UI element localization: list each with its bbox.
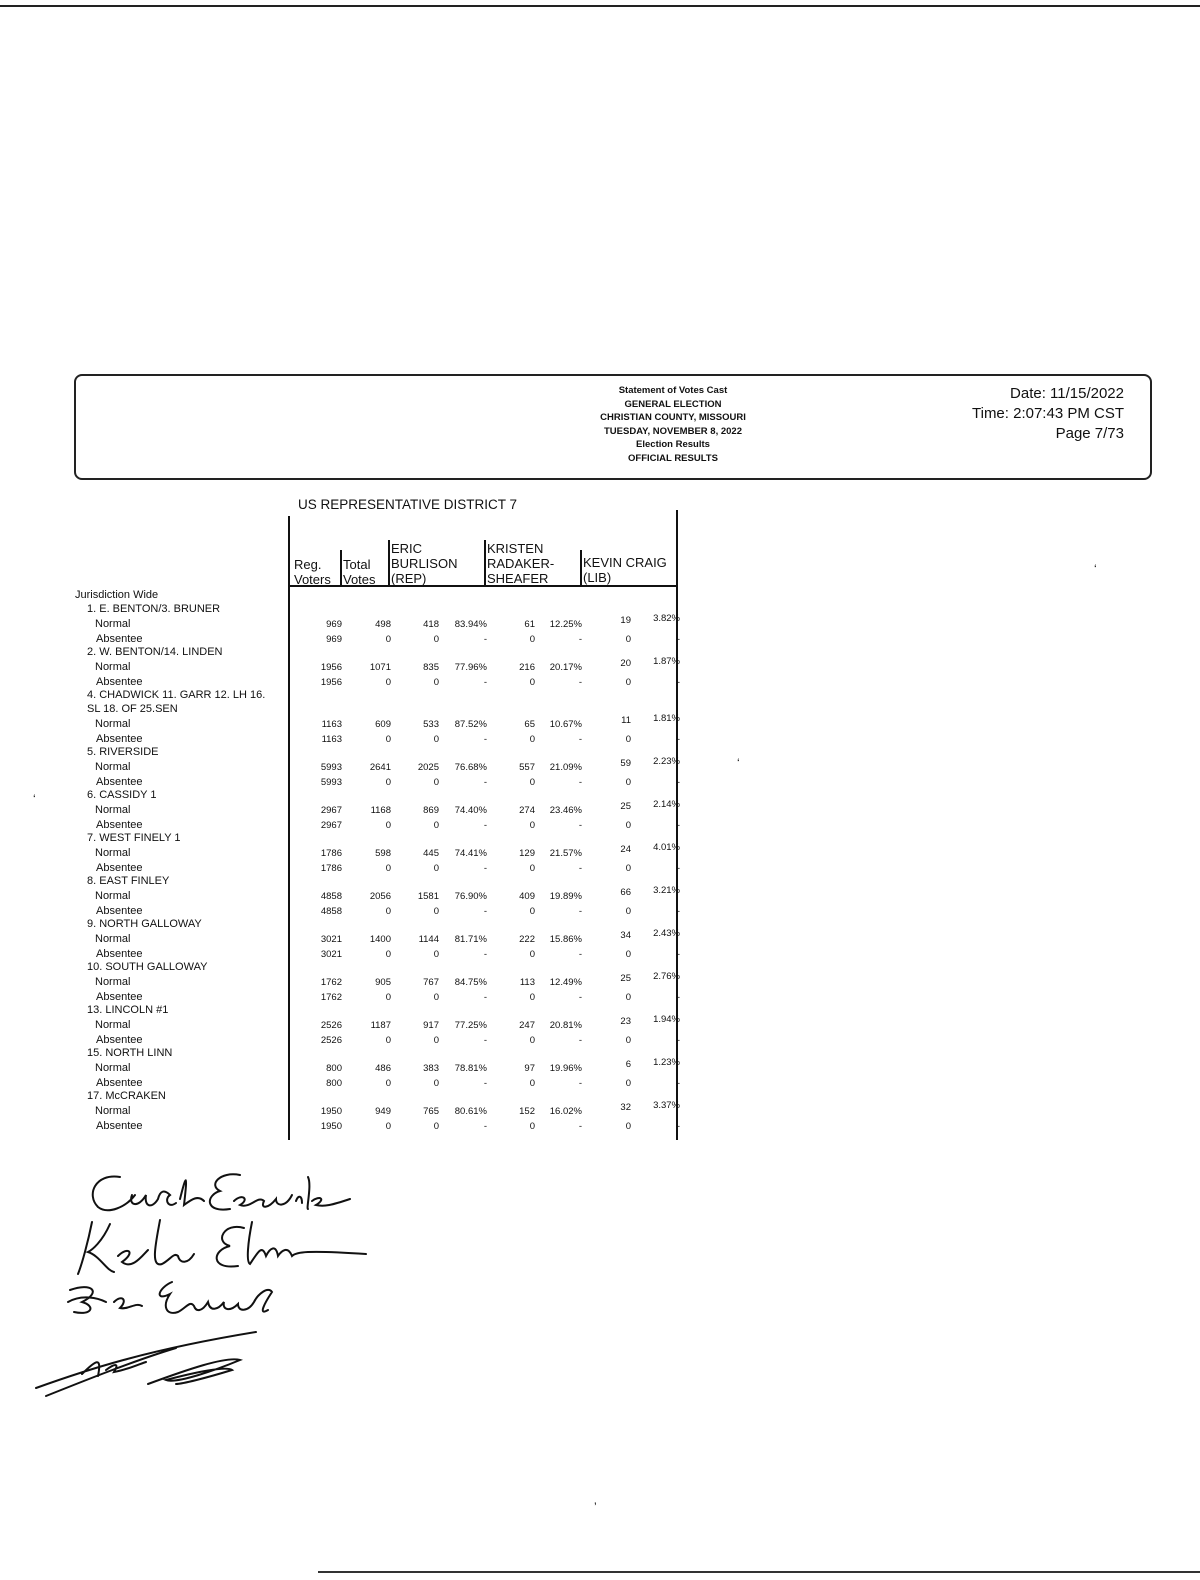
normal-cell: 80.61%	[454, 1106, 487, 1117]
absentee-cell: 800	[326, 1077, 342, 1089]
absentee-cell: -	[578, 1077, 582, 1089]
precinct-name: 7. WEST FINELY 1	[87, 832, 181, 844]
normal-cell: 65	[524, 719, 535, 730]
normal-cell: 1.87%	[653, 656, 680, 667]
absentee-cell: 2967	[320, 819, 342, 831]
normal-cell: 1786	[320, 848, 342, 859]
normal-cell: 1762	[320, 977, 342, 988]
report-header	[74, 374, 1152, 480]
absentee-cell: -	[676, 948, 680, 960]
absentee-cell: -	[578, 1120, 582, 1132]
absentee-cell: -	[676, 1120, 680, 1132]
normal-cell: 25	[620, 973, 631, 984]
normal-row-label: Normal	[95, 618, 131, 630]
absentee-cell: -	[483, 676, 487, 688]
normal-cell: 76.90%	[454, 891, 487, 902]
normal-cell: 486	[375, 1063, 391, 1074]
normal-cell: 2025	[417, 762, 439, 773]
absentee-cell: 0	[625, 676, 631, 688]
header-line: OFFICIAL RESULTS	[628, 452, 718, 464]
col-header-line: Votes	[343, 572, 376, 587]
normal-cell: 1144	[418, 934, 439, 945]
absentee-cell: 0	[529, 1077, 535, 1089]
scan-speck: ‘	[737, 756, 740, 770]
col-candidate-burlison	[391, 541, 457, 586]
normal-cell: 23.46%	[549, 805, 582, 816]
precinct-name: 6. CASSIDY 1	[87, 789, 157, 801]
header-line: Statement of Votes Cast	[618, 385, 728, 396]
normal-row-label: Normal	[95, 718, 131, 730]
normal-cell: 2.23%	[653, 756, 680, 767]
normal-cell: 1400	[369, 934, 391, 945]
normal-cell: 78.81%	[454, 1063, 487, 1074]
normal-cell: 1071	[369, 662, 391, 673]
absentee-cell: 0	[625, 905, 631, 917]
absentee-cell: 969	[326, 633, 342, 645]
precinct-name: SL 18. OF 25.SEN	[87, 703, 178, 715]
scan-speck: ’	[594, 1500, 597, 1514]
normal-cell: 969	[326, 619, 342, 630]
absentee-cell: 1762	[320, 991, 342, 1003]
normal-cell: 20.17%	[549, 662, 582, 673]
absentee-cell: 0	[529, 905, 535, 917]
normal-cell: 917	[423, 1020, 439, 1031]
report-page: Page 7/73	[1055, 425, 1124, 442]
normal-cell: 6	[625, 1059, 631, 1070]
normal-cell: 274	[519, 805, 535, 816]
col-header-line: Reg.	[294, 557, 322, 572]
normal-cell: 2641	[369, 762, 391, 773]
normal-cell: 77.25%	[454, 1020, 487, 1031]
normal-cell: 765	[423, 1106, 439, 1117]
normal-cell: 19.89%	[549, 891, 582, 902]
normal-cell: 609	[375, 719, 391, 730]
absentee-cell: -	[676, 862, 680, 874]
absentee-cell: -	[483, 862, 487, 874]
absentee-cell: -	[578, 862, 582, 874]
col-candidate-radaker-sheafer	[487, 541, 554, 586]
absentee-row-label: Absentee	[96, 775, 143, 788]
absentee-cell: 0	[529, 948, 535, 960]
normal-cell: 77.96%	[454, 662, 487, 673]
absentee-cell: -	[676, 776, 680, 788]
normal-cell: 74.40%	[454, 805, 487, 816]
absentee-cell: 0	[529, 776, 535, 788]
normal-cell: 835	[423, 662, 439, 673]
absentee-cell: 0	[433, 991, 439, 1003]
normal-cell: 113	[519, 977, 535, 988]
absentee-row-label: Absentee	[96, 1033, 143, 1046]
jurisdiction-label: Jurisdiction Wide	[75, 589, 159, 601]
absentee-cell: -	[483, 633, 487, 645]
absentee-cell: 0	[625, 948, 631, 960]
normal-cell: 533	[423, 719, 439, 730]
absentee-cell: 0	[625, 991, 631, 1003]
normal-cell: 1950	[320, 1106, 342, 1117]
absentee-cell: -	[483, 905, 487, 917]
normal-cell: 83.94%	[454, 619, 487, 630]
normal-cell: 32	[620, 1102, 631, 1113]
absentee-cell: -	[676, 819, 680, 831]
normal-cell: 152	[519, 1106, 535, 1117]
precinct-name: 10. SOUTH GALLOWAY	[87, 961, 208, 973]
absentee-row-label: Absentee	[96, 861, 143, 874]
col-candidate-craig	[583, 555, 667, 585]
col-header-line: RADAKER-	[487, 556, 555, 571]
absentee-cell: -	[578, 948, 582, 960]
precinct-name: 13. LINCOLN #1	[87, 1004, 169, 1016]
normal-cell: 3021	[320, 934, 342, 945]
normal-row-label: Normal	[95, 1062, 131, 1074]
normal-cell: 1163	[321, 719, 342, 730]
col-header-line: Total	[343, 557, 371, 572]
absentee-cell: 0	[433, 633, 439, 645]
absentee-cell: 0	[385, 776, 391, 788]
report-date: Date: 11/15/2022	[1010, 385, 1124, 402]
normal-cell: 59	[620, 758, 631, 769]
normal-cell: 23	[620, 1016, 631, 1027]
absentee-cell: 0	[529, 633, 535, 645]
normal-cell: 2.43%	[653, 928, 680, 939]
normal-cell: 905	[375, 977, 391, 988]
absentee-cell: 0	[385, 905, 391, 917]
precinct-name: 9. NORTH GALLOWAY	[87, 918, 202, 930]
normal-cell: 2056	[369, 891, 391, 902]
absentee-cell: -	[578, 676, 582, 688]
absentee-cell: 0	[433, 948, 439, 960]
normal-cell: 498	[375, 619, 391, 630]
normal-cell: 5993	[320, 762, 342, 773]
normal-cell: 87.52%	[454, 719, 487, 730]
normal-cell: 2967	[320, 805, 342, 816]
absentee-cell: 0	[433, 1120, 439, 1132]
absentee-cell: -	[578, 1034, 582, 1046]
normal-cell: 1168	[370, 805, 391, 816]
normal-cell: 598	[375, 848, 391, 859]
col-header-line: SHEAFER	[487, 571, 549, 586]
absentee-cell: 0	[433, 1077, 439, 1089]
normal-cell: 97	[524, 1063, 535, 1074]
header-line: TUESDAY, NOVEMBER 8, 2022	[604, 425, 742, 437]
absentee-cell: 0	[433, 776, 439, 788]
absentee-cell: 0	[625, 733, 631, 745]
normal-cell: 76.68%	[454, 762, 487, 773]
col-header-line: KRISTEN	[487, 541, 544, 556]
absentee-cell: 0	[529, 1120, 535, 1132]
absentee-cell: 0	[433, 862, 439, 874]
normal-cell: 81.71%	[454, 934, 487, 945]
normal-cell: 74.41%	[454, 848, 487, 859]
absentee-cell: 0	[385, 1077, 391, 1089]
normal-cell: 1.81%	[653, 713, 680, 724]
normal-cell: 12.49%	[549, 977, 582, 988]
normal-cell: 10.67%	[549, 719, 582, 730]
normal-cell: 247	[519, 1020, 535, 1031]
absentee-cell: -	[483, 991, 487, 1003]
precinct-name: 8. EAST FINLEY	[87, 875, 170, 887]
normal-cell: 84.75%	[454, 977, 487, 988]
normal-cell: 383	[423, 1063, 439, 1074]
normal-cell: 418	[423, 619, 439, 630]
normal-cell: 20	[620, 658, 631, 669]
absentee-cell: -	[676, 1034, 680, 1046]
table-divider	[340, 550, 342, 586]
signature-scribble	[26, 1310, 266, 1400]
normal-cell: 24	[620, 844, 631, 855]
normal-cell: 34	[620, 930, 631, 941]
scan-speck: ‘	[1094, 562, 1097, 576]
precinct-name: 1. E. BENTON/3. BRUNER	[87, 603, 221, 615]
absentee-cell: -	[676, 991, 680, 1003]
absentee-cell: -	[578, 633, 582, 645]
normal-cell: 1187	[370, 1020, 391, 1031]
normal-cell: 21.57%	[549, 848, 582, 859]
bottom-scan-line	[318, 1571, 1200, 1573]
absentee-row-label: Absentee	[96, 1076, 143, 1089]
normal-cell: 949	[375, 1106, 391, 1117]
absentee-cell: 0	[385, 733, 391, 745]
normal-cell: 4.01%	[653, 842, 680, 853]
report-meta	[972, 384, 1124, 444]
header-line: CHRISTIAN COUNTY, MISSOURI	[600, 412, 746, 423]
absentee-cell: -	[483, 1034, 487, 1046]
col-header-line: KEVIN CRAIG	[583, 555, 667, 570]
normal-cell: 66	[620, 887, 631, 898]
table-divider	[388, 540, 390, 586]
absentee-cell: 0	[529, 676, 535, 688]
normal-row-label: Normal	[95, 890, 131, 902]
absentee-cell: -	[676, 1077, 680, 1089]
absentee-cell: 0	[529, 819, 535, 831]
absentee-cell: 0	[385, 991, 391, 1003]
normal-cell: 15.86%	[549, 934, 582, 945]
scan-speck: ‘	[33, 792, 36, 806]
precinct-name: 17. McCRAKEN	[87, 1090, 166, 1102]
absentee-cell: 0	[385, 676, 391, 688]
absentee-cell: 0	[385, 862, 391, 874]
absentee-row-label: Absentee	[96, 1119, 143, 1132]
col-total-votes	[343, 557, 376, 587]
absentee-cell: 0	[529, 862, 535, 874]
col-header-line: BURLISON	[391, 556, 458, 571]
normal-cell: 129	[519, 848, 535, 859]
normal-cell: 16.02%	[549, 1106, 582, 1117]
normal-cell: 3.37%	[653, 1100, 680, 1111]
absentee-cell: 0	[385, 819, 391, 831]
absentee-cell: 1163	[321, 733, 342, 745]
normal-cell: 1581	[417, 891, 439, 902]
absentee-cell: -	[676, 905, 680, 917]
absentee-cell: 1950	[320, 1120, 342, 1132]
absentee-cell: 0	[433, 905, 439, 917]
absentee-cell: 0	[529, 991, 535, 1003]
normal-row-label: Normal	[95, 804, 131, 816]
absentee-cell: 0	[385, 633, 391, 645]
absentee-cell: -	[676, 633, 680, 645]
normal-row-label: Normal	[95, 976, 131, 988]
absentee-row-label: Absentee	[96, 632, 143, 645]
absentee-cell: -	[578, 776, 582, 788]
normal-cell: 800	[326, 1063, 342, 1074]
absentee-cell: -	[578, 905, 582, 917]
absentee-cell: 0	[625, 862, 631, 874]
normal-cell: 557	[519, 762, 535, 773]
absentee-cell: -	[483, 776, 487, 788]
normal-cell: 19	[620, 615, 631, 626]
absentee-cell: -	[483, 1120, 487, 1132]
absentee-cell: -	[578, 991, 582, 1003]
normal-cell: 4858	[320, 891, 342, 902]
absentee-row-label: Absentee	[96, 675, 143, 688]
header-line: GENERAL ELECTION	[624, 398, 722, 410]
absentee-cell: 0	[625, 633, 631, 645]
absentee-row-label: Absentee	[96, 990, 143, 1003]
normal-row-label: Normal	[95, 661, 131, 673]
header-line: Election Results	[636, 439, 710, 450]
absentee-row-label: Absentee	[96, 818, 143, 831]
absentee-cell: -	[483, 948, 487, 960]
normal-cell: 20.81%	[549, 1020, 582, 1031]
absentee-row-label: Absentee	[96, 732, 143, 745]
normal-cell: 1.23%	[653, 1057, 680, 1068]
absentee-cell: -	[578, 733, 582, 745]
col-reg-voters	[294, 557, 331, 587]
normal-cell: 409	[519, 891, 535, 902]
normal-cell: 11	[621, 715, 631, 726]
absentee-cell: 5993	[320, 776, 342, 788]
absentee-cell: 1786	[320, 862, 342, 874]
normal-cell: 767	[423, 977, 439, 988]
precinct-name: 4. CHADWICK 11. GARR 12. LH 16.	[87, 689, 266, 701]
normal-cell: 21.09%	[549, 762, 582, 773]
absentee-cell: 0	[529, 733, 535, 745]
absentee-cell: -	[676, 676, 680, 688]
normal-cell: 25	[620, 801, 631, 812]
table-divider	[484, 540, 486, 586]
absentee-cell: 0	[625, 1120, 631, 1132]
absentee-cell: -	[676, 733, 680, 745]
absentee-cell: 4858	[320, 905, 342, 917]
absentee-cell: 0	[625, 819, 631, 831]
col-header-line: (LIB)	[583, 570, 612, 585]
absentee-cell: 0	[625, 1077, 631, 1089]
normal-cell: 445	[423, 848, 439, 859]
precinct-name: 2. W. BENTON/14. LINDEN	[87, 646, 223, 658]
normal-cell: 2.76%	[653, 971, 680, 982]
absentee-cell: 0	[625, 1034, 631, 1046]
normal-cell: 2526	[320, 1020, 342, 1031]
absentee-cell: 0	[433, 1034, 439, 1046]
absentee-cell: -	[483, 733, 487, 745]
absentee-cell: 0	[385, 1120, 391, 1132]
absentee-cell: 0	[625, 776, 631, 788]
absentee-cell: 2526	[320, 1034, 342, 1046]
col-header-line: Voters	[294, 572, 331, 587]
precinct-name: 5. RIVERSIDE	[87, 746, 159, 758]
normal-cell: 19.96%	[549, 1063, 582, 1074]
normal-cell: 222	[519, 934, 535, 945]
report-time: Time: 2:07:43 PM CST	[972, 405, 1124, 422]
top-scan-line	[0, 5, 1200, 7]
absentee-cell: 0	[433, 676, 439, 688]
normal-cell: 12.25%	[549, 619, 582, 630]
absentee-cell: -	[483, 819, 487, 831]
normal-row-label: Normal	[95, 933, 131, 945]
normal-cell: 216	[519, 662, 535, 673]
absentee-cell: 3021	[320, 948, 342, 960]
precinct-name: 15. NORTH LINN	[87, 1047, 173, 1059]
absentee-cell: 0	[385, 1034, 391, 1046]
normal-row-label: Normal	[95, 1019, 131, 1031]
absentee-row-label: Absentee	[96, 904, 143, 917]
normal-row-label: Normal	[95, 847, 131, 859]
col-header-line: (REP)	[391, 571, 427, 586]
normal-row-label: Normal	[95, 1105, 131, 1117]
col-header-line: ERIC	[391, 541, 423, 556]
table-divider	[580, 550, 582, 586]
absentee-cell: -	[483, 1077, 487, 1089]
absentee-cell: 0	[433, 819, 439, 831]
absentee-cell: 1956	[320, 676, 342, 688]
normal-cell: 2.14%	[653, 799, 680, 810]
normal-cell: 3.82%	[653, 613, 680, 624]
contest-title: US REPRESENTATIVE DISTRICT 7	[298, 497, 518, 512]
absentee-cell: 0	[385, 948, 391, 960]
normal-cell: 1956	[320, 662, 342, 673]
absentee-cell: 0	[433, 733, 439, 745]
normal-row-label: Normal	[95, 761, 131, 773]
absentee-row-label: Absentee	[96, 947, 143, 960]
normal-cell: 869	[423, 805, 439, 816]
normal-cell: 1.94%	[653, 1014, 680, 1025]
absentee-cell: -	[578, 819, 582, 831]
absentee-cell: 0	[529, 1034, 535, 1046]
normal-cell: 3.21%	[653, 885, 680, 896]
normal-cell: 61	[524, 619, 535, 630]
